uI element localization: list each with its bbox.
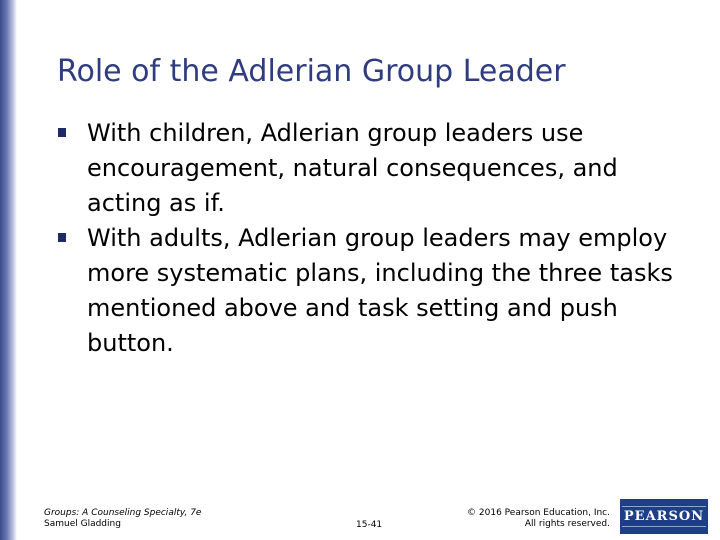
pearson-logo xyxy=(620,499,708,534)
copyright-line: © 2016 Pearson Education, Inc. xyxy=(467,508,610,518)
square-bullet-icon xyxy=(58,128,66,137)
book-title: Groups: A Counseling Specialty, 7e xyxy=(44,508,202,518)
left-gradient-stripe xyxy=(0,0,17,540)
bullet-list xyxy=(57,116,697,361)
rights-line: All rights reserved. xyxy=(524,519,610,529)
square-bullet-icon xyxy=(58,233,66,242)
slide-title: Role of the Adlerian Group Leader xyxy=(57,54,566,89)
bullet-text: With adults, Adlerian group leaders may employ more systematic plans, including the three tasks mentioned above and task setting and push button. xyxy=(87,224,673,357)
author-name: Samuel Gladding xyxy=(44,519,121,529)
footer-citation xyxy=(44,508,201,530)
bullet-text: With children, Adlerian group leaders use encouragement, natural consequences, and acting as if. xyxy=(87,119,618,217)
logo-text: PEARSON xyxy=(622,506,706,527)
copyright-notice xyxy=(467,508,610,530)
bullet-item xyxy=(57,221,697,361)
bullet-item xyxy=(57,116,697,221)
page-number: 15-41 xyxy=(356,520,383,530)
